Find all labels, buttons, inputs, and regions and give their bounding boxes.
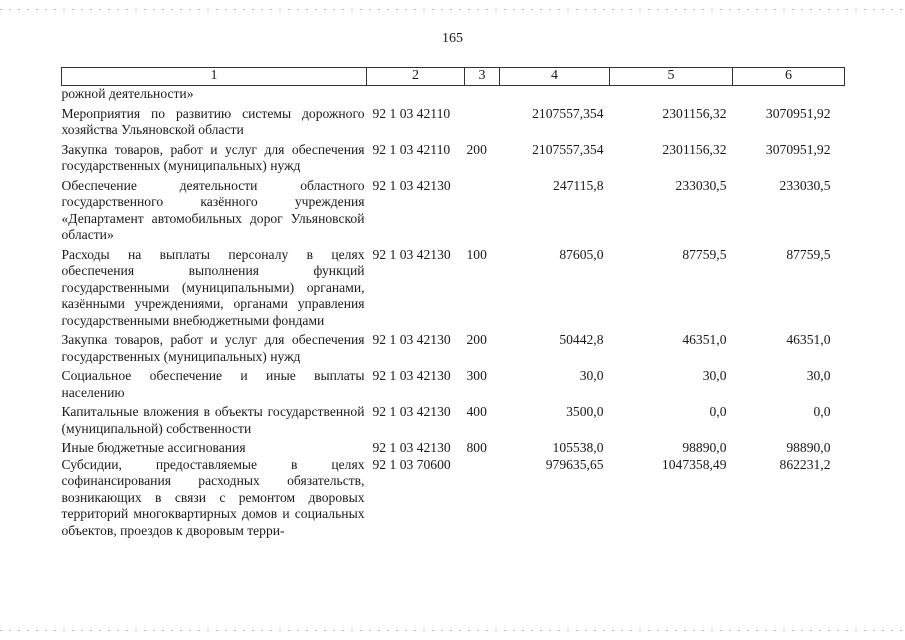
table-row xyxy=(62,457,845,540)
row-code: 92 1 03 42130 xyxy=(372,246,451,262)
row-value-1: 2107557,354 xyxy=(532,141,604,157)
row-name: Закупка товаров, работ и услуг для обеспечения государственных (муниципальных) нужд xyxy=(61,332,365,364)
table-row xyxy=(62,404,845,440)
table-row xyxy=(62,86,845,106)
row-name: Капитальные вложения в объекты государственной (муниципальной) собственности xyxy=(61,404,365,436)
column-header: 2 xyxy=(367,68,465,86)
row-value-1: 30,0 xyxy=(579,368,604,383)
row-value-1: 87605,0 xyxy=(559,246,604,262)
row-name: Обеспечение деятельности областного государственного казённого учреждения «Департамент автомобильных дорог Ульяновской области» xyxy=(61,177,365,242)
column-header: 6 xyxy=(733,68,845,86)
scan-edge-bottom xyxy=(0,630,905,631)
row-code: 92 1 03 42130 xyxy=(372,404,451,419)
row-name: Расходы на выплаты персоналу в целях обеспечения выполнения функций государственными (муниципальными) органами, казёнными учреждениями, органами управления государственными внебюджетными фондами xyxy=(61,246,365,328)
table-row xyxy=(62,440,845,457)
column-header: 4 xyxy=(500,68,610,86)
row-value-1: 105538,0 xyxy=(552,440,604,455)
row-value-3: 233030,5 xyxy=(779,177,831,193)
table-header xyxy=(62,68,845,86)
row-value-3: 0,0 xyxy=(813,404,831,419)
row-value-2: 2301156,32 xyxy=(662,141,727,157)
row-code: 92 1 03 42130 xyxy=(372,368,451,383)
row-value-3: 87759,5 xyxy=(786,246,831,262)
table-row xyxy=(62,368,845,404)
row-type: 300 xyxy=(466,368,487,383)
row-name: Социальное обеспечение и иные выплаты населению xyxy=(61,368,365,400)
row-value-2: 2301156,32 xyxy=(662,105,727,121)
row-value-2: 46351,0 xyxy=(682,332,727,347)
row-type xyxy=(465,106,500,142)
table-row xyxy=(62,178,845,247)
row-value-3: 30,0 xyxy=(806,368,831,383)
row-name: Иные бюджетные ассигнования xyxy=(61,440,246,455)
row-value-1 xyxy=(500,86,610,106)
row-value-3: 46351,0 xyxy=(786,332,831,347)
column-header: 1 xyxy=(62,68,367,86)
row-name: Закупка товаров, работ и услуг для обеспечения государственных (муниципальных) нужд xyxy=(61,141,365,173)
row-value-3: 3070951,92 xyxy=(765,141,831,157)
table-row xyxy=(62,332,845,368)
row-value-2: 98890,0 xyxy=(682,440,727,455)
table-row xyxy=(62,142,845,178)
row-name: Мероприятия по развитию системы дорожного хозяйства Ульяновской области xyxy=(61,105,365,137)
row-type xyxy=(465,457,500,540)
table-row xyxy=(62,106,845,142)
row-type xyxy=(465,86,500,106)
row-value-2 xyxy=(610,86,733,106)
row-code: 92 1 03 42130 xyxy=(372,332,451,347)
row-value-2: 87759,5 xyxy=(682,246,727,262)
row-value-3: 3070951,92 xyxy=(765,105,831,121)
row-value-2: 30,0 xyxy=(702,368,727,383)
budget-table xyxy=(61,67,845,539)
row-type: 200 xyxy=(466,141,487,157)
row-type: 800 xyxy=(466,440,487,455)
row-value-1: 2107557,354 xyxy=(532,105,604,121)
row-value-1: 979635,65 xyxy=(545,456,604,472)
row-code xyxy=(367,86,465,106)
row-code: 92 1 03 42130 xyxy=(372,177,451,193)
row-code: 92 1 03 42130 xyxy=(372,440,451,455)
column-header: 3 xyxy=(465,68,500,86)
row-name: рожной деятельности» xyxy=(61,86,194,101)
scan-edge-top xyxy=(0,9,905,10)
column-header: 5 xyxy=(610,68,733,86)
row-type xyxy=(465,178,500,247)
row-value-1: 3500,0 xyxy=(566,404,604,419)
row-code: 92 1 03 70600 xyxy=(372,456,451,472)
page-number: 165 xyxy=(442,31,463,46)
row-type: 400 xyxy=(466,404,487,419)
row-value-2: 233030,5 xyxy=(675,177,727,193)
row-code: 92 1 03 42110 xyxy=(372,141,451,157)
row-type: 100 xyxy=(466,246,487,262)
row-value-3: 862231,2 xyxy=(779,456,831,472)
row-value-1: 247115,8 xyxy=(553,177,604,193)
row-name: Субсидии, предоставляемые в целях софинансирования расходных обязательств, возникающих в связи с ремонтом дворовых территорий многоквартирных домов и социальных объектов, проездов к дворовым терри- xyxy=(61,456,365,538)
row-type: 200 xyxy=(466,332,487,347)
row-value-3: 98890,0 xyxy=(786,440,831,455)
table-row xyxy=(62,247,845,333)
row-value-1: 50442,8 xyxy=(559,332,604,347)
row-value-2: 0,0 xyxy=(709,404,727,419)
row-value-3 xyxy=(733,86,845,106)
row-value-2: 1047358,49 xyxy=(661,456,727,472)
row-code: 92 1 03 42110 xyxy=(372,105,451,121)
